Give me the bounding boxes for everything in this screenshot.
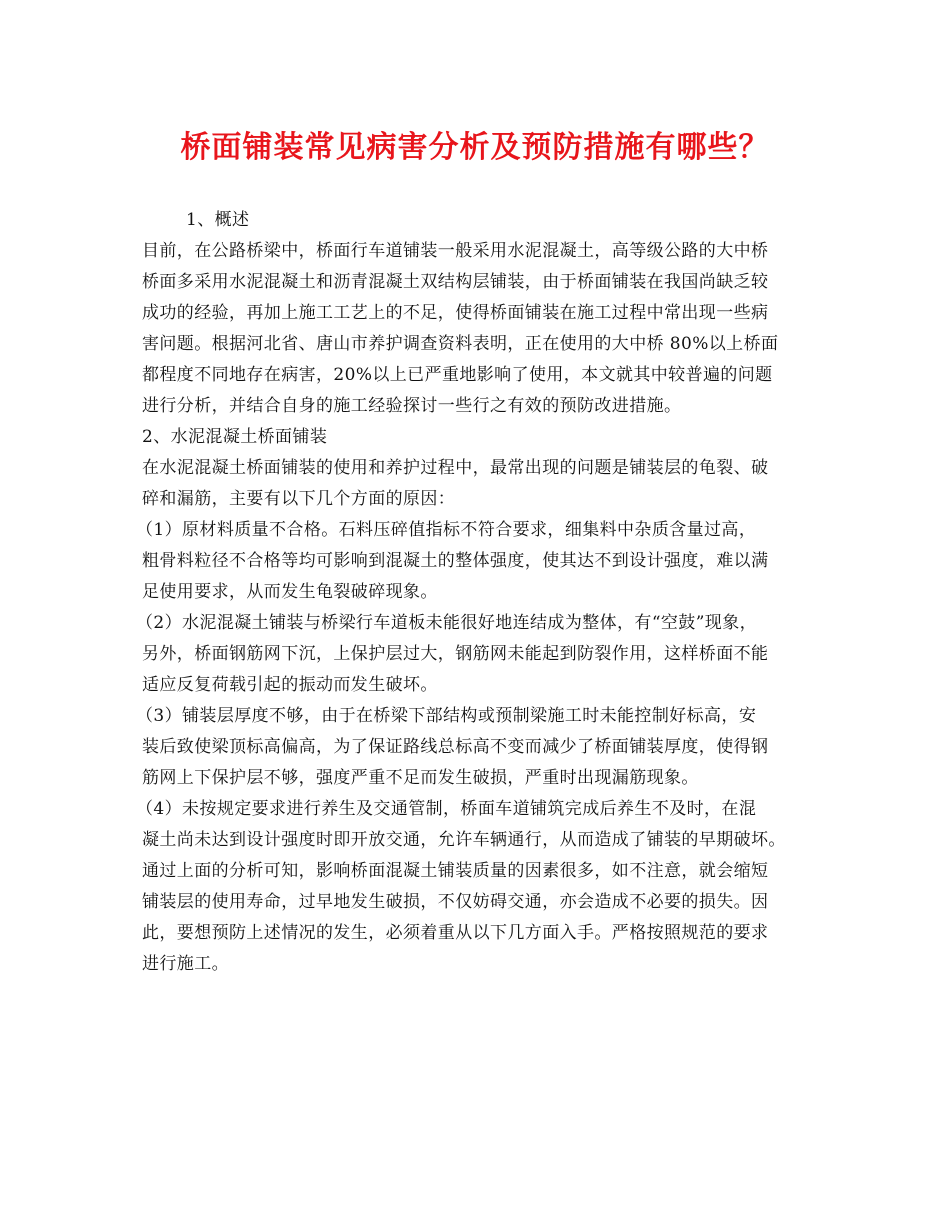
section-heading-concrete-paving: 2、水泥混凝土桥面铺装 bbox=[142, 427, 328, 447]
text-line: 适应反复荷载引起的振动而发生破坏。 bbox=[142, 675, 438, 695]
text-line: 通过上面的分析可知，影响桥面混凝土铺装质量的因素很多，如不注意，就会缩短 bbox=[142, 861, 769, 881]
list-item-1: （1）原材料质量不合格。石料压碎值指标不符合要求，细集料中杂质含量过高， bbox=[136, 520, 757, 540]
text-line: 铺装层的使用寿命，过早地发生破损，不仅妨碍交通，亦会造成不必要的损失。因 bbox=[142, 892, 769, 912]
text-line: 凝土尚未达到设计强度时即开放交通，允许车辆通行，从而造成了铺装的早期破坏。 bbox=[142, 830, 786, 850]
text-line: 装后致使梁顶标高偏高，为了保证路线总标高不变而减少了桥面铺装厚度，使得钢 bbox=[142, 737, 769, 757]
text-line: 桥面多采用水泥混凝土和沥青混凝土双结构层铺装，由于桥面铺装在我国尚缺乏较 bbox=[142, 272, 769, 292]
text-line: 进行分析，并结合自身的施工经验探讨一些行之有效的预防改进措施。 bbox=[142, 396, 682, 416]
section-heading-overview: 1、概述 bbox=[186, 210, 250, 230]
list-item-4: （4）未按规定要求进行养生及交通管制，桥面车道铺筑完成后养生不及时，在混 bbox=[136, 799, 757, 819]
list-item-3: （3）铺装层厚度不够，由于在桥梁下部结构或预制梁施工时未能控制好标高，安 bbox=[136, 706, 757, 726]
text-line: 目前，在公路桥梁中，桥面行车道铺装一般采用水泥混凝土，高等级公路的大中桥 bbox=[142, 241, 769, 261]
text-line: 成功的经验，再加上施工工艺上的不足，使得桥面铺装在施工过程中常出现一些病 bbox=[142, 303, 769, 323]
list-item-2: （2）水泥混凝土铺装与桥梁行车道板未能很好地连结成为整体，有“空鼓”现象， bbox=[136, 613, 757, 633]
text-line: 进行施工。 bbox=[142, 954, 229, 974]
text-line: 粗骨料粒径不合格等均可影响到混凝土的整体强度，使其达不到设计强度，难以满 bbox=[142, 551, 769, 571]
text-line: 另外，桥面钢筋网下沉，上保护层过大，钢筋网未能起到防裂作用，这样桥面不能 bbox=[142, 644, 769, 664]
text-line: 在水泥混凝土桥面铺装的使用和养护过程中，最常出现的问题是铺装层的龟裂、破 bbox=[142, 458, 769, 478]
text-line: 此，要想预防上述情况的发生，必须着重从以下几方面入手。严格按照规范的要求 bbox=[142, 923, 769, 943]
text-line: 筋网上下保护层不够，强度严重不足而发生破损，严重时出现漏筋现象。 bbox=[142, 768, 699, 788]
text-line: 都程度不同地存在病害，20%以上已严重地影响了使用，本文就其中较普遍的问题 bbox=[142, 365, 773, 385]
text-line: 碎和漏筋，主要有以下几个方面的原因： bbox=[142, 489, 456, 509]
text-line: 足使用要求，从而发生龟裂破碎现象。 bbox=[142, 582, 438, 602]
text-line: 害问题。根据河北省、唐山市养护调查资料表明，正在使用的大中桥 80%以上桥面 bbox=[142, 334, 779, 354]
document-body bbox=[136, 205, 822, 980]
page-title: 桥面铺装常见病害分析及预防措施有哪些？ bbox=[180, 130, 770, 165]
